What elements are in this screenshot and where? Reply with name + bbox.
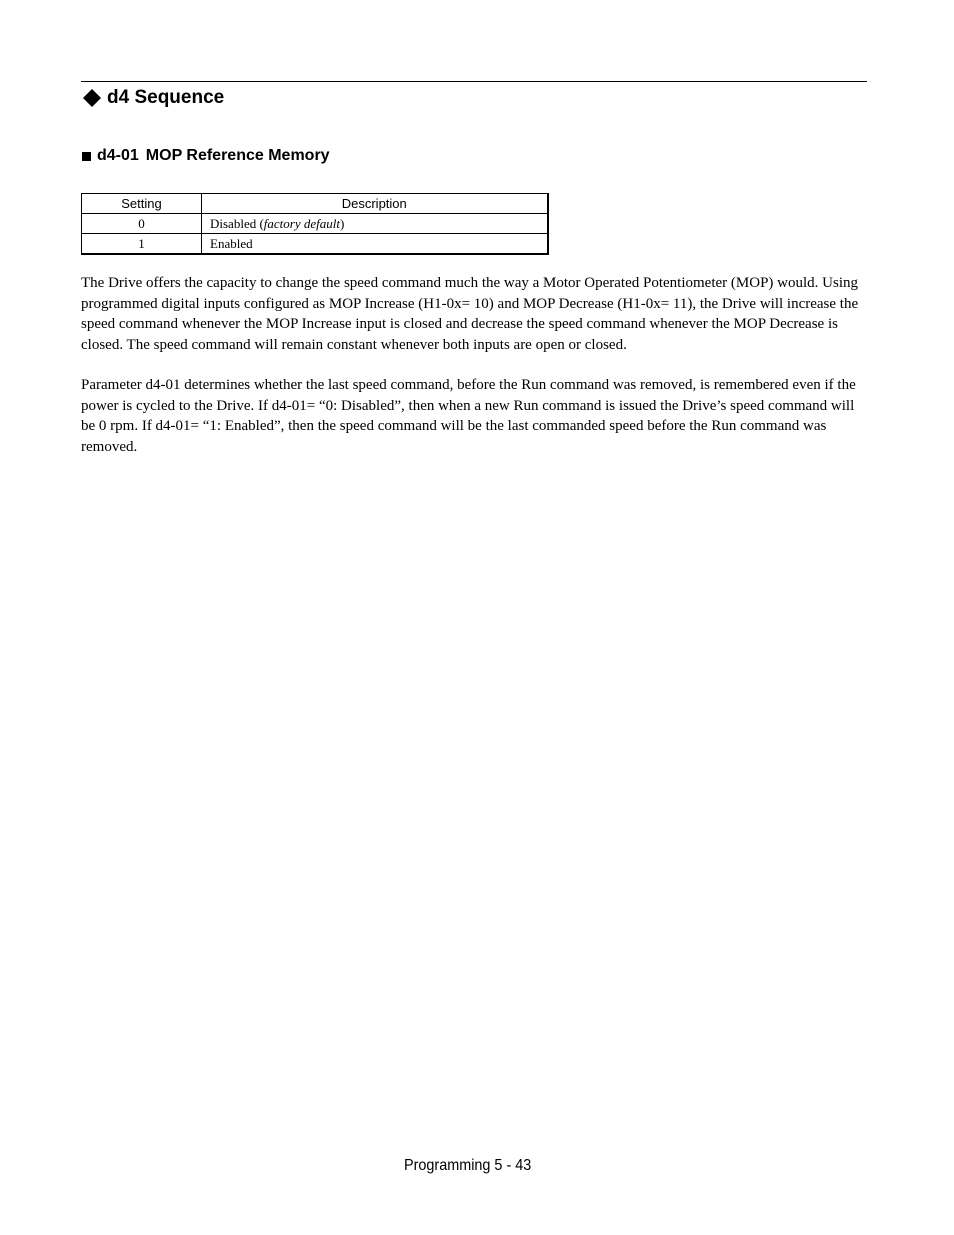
table-header-row [82,194,548,214]
description-text: Disabled ( [210,216,264,231]
header-rule [81,81,867,82]
description-text: Enabled [210,236,253,251]
setting-description [202,234,548,255]
settings-table [81,193,549,255]
setting-description [202,214,548,234]
parameter-name: MOP Reference Memory [145,147,330,164]
description-suffix: ) [339,216,345,231]
square-bullet-icon [82,152,91,161]
setting-value: 1 [82,234,202,255]
column-header-setting: Setting [82,194,202,214]
parameter-code: d4-01 [97,147,139,164]
diamond-bullet-icon [82,88,102,108]
table-row [82,234,548,255]
column-header-description: Description [202,194,548,214]
section-title-text: d4 Sequence [107,87,225,108]
table-row [82,214,548,234]
parameter-heading [82,146,330,166]
body-paragraph: Parameter d4-01 determines whether the last speed command, before the Run command was removed, is remembered even if the power is cycled to the Drive. If d4-01= “0: Disabled”, then when a new Run command is issued the Drive’s speed command will be 0 rpm. If d4-01= “1: Enabled”, then the speed command will be the last commanded speed before the Run command was removed. [81,377,856,455]
section-title [82,86,224,110]
page-footer: Programming 5 - 43 [404,1157,532,1174]
description-italic: factory default [263,216,340,231]
body-paragraph: The Drive offers the capacity to change the speed command much the way a Motor Operated Potentiometer (MOP) would. Using programmed digital inputs configured as MOP Increase (H1-0x= 10) and MOP Decrease (H1-0x= 11), the Drive will increase the speed command whenever the MOP Increase input is closed and decrease the speed command whenever the MOP Decrease is closed. The speed command will remain constant whenever both inputs are open or closed. [81,275,859,353]
setting-value: 0 [82,214,202,234]
